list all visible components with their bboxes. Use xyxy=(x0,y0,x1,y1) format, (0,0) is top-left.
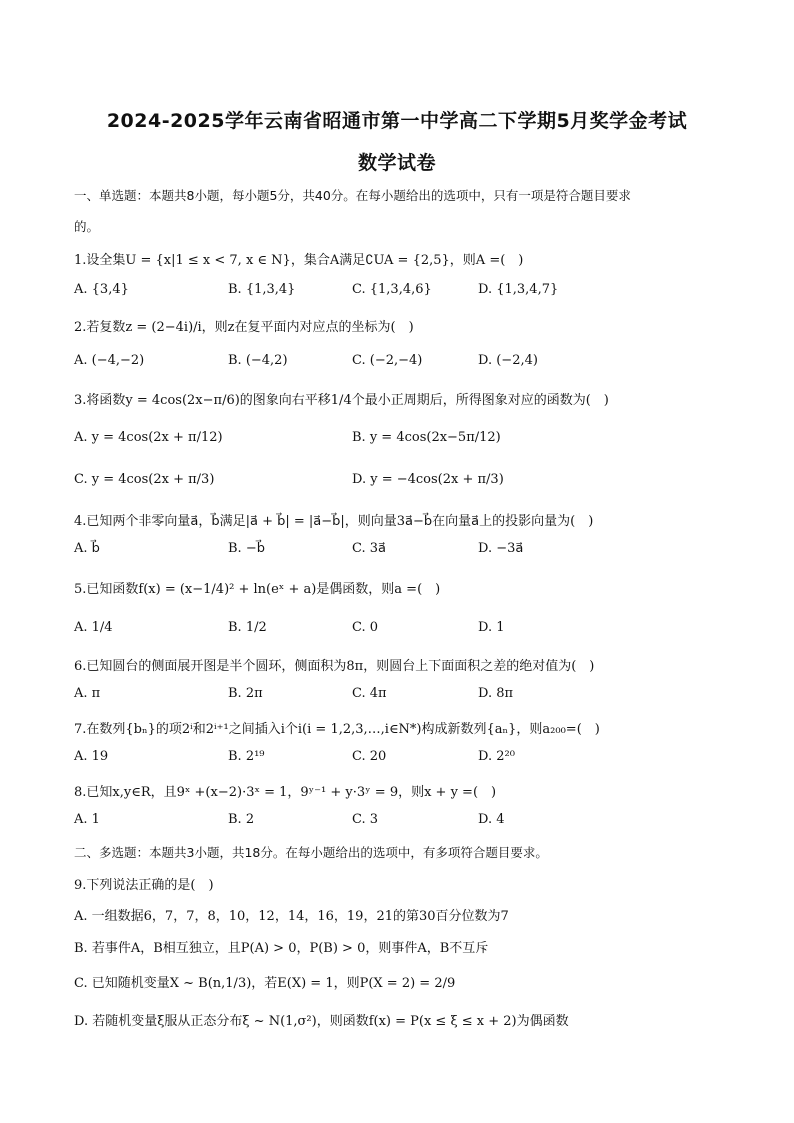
section-1-heading-cont: 的。 xyxy=(74,219,100,234)
question-1-option-a: A. {3,4} xyxy=(74,282,129,297)
question-5-option-d: D. 1 xyxy=(478,620,505,635)
question-7-option-d: D. 2²⁰ xyxy=(478,749,515,764)
question-2-option-d: D. (−2,4) xyxy=(478,353,538,368)
question-2-option-a: A. (−4,−2) xyxy=(74,353,145,368)
question-5-option-b: B. 1/2 xyxy=(228,620,267,635)
question-4-option-b: B. −b⃗ xyxy=(228,541,265,556)
question-1-option-b: B. {1,3,4} xyxy=(228,282,296,297)
question-8-option-c: C. 3 xyxy=(352,812,379,827)
question-9-option-b: B. 若事件A，B相互独立，且P(A) > 0，P(B) > 0，则事件A，B不互斥 xyxy=(74,941,489,956)
question-2-option-c: C. (−2,−4) xyxy=(352,353,423,368)
question-4-option-c: C. 3a⃗ xyxy=(352,541,386,556)
question-3-stem: 3.将函数y = 4cos(2x−π/6)的图象向右平移1/4个最小正周期后，所得图象对应的函数为( ) xyxy=(74,393,609,408)
exam-title-line2: 数学试卷 xyxy=(357,152,436,174)
question-4-option-a: A. b⃗ xyxy=(74,541,100,556)
section-2-heading: 二、多选题：本题共3小题，共18分。在每小题给出的选项中，有多项符合题目要求。 xyxy=(74,845,548,860)
exam-title-line1: 2024-2025学年云南省昭通市第一中学高二下学期5月奖学金考试 xyxy=(106,110,688,132)
question-8-option-a: A. 1 xyxy=(74,812,100,827)
question-1-option-d: D. {1,3,4,7} xyxy=(478,282,559,297)
question-3-option-c: C. y = 4cos(2x + π/3) xyxy=(74,472,215,487)
question-7-stem: 7.在数列{bₙ}的项2ⁱ和2ⁱ⁺¹之间插入i个i(i = 1,2,3,…,i∈N*)构成新数列{aₙ}，则a₂₀₀=( ) xyxy=(74,722,600,737)
question-8-option-b: B. 2 xyxy=(228,812,255,827)
question-7-option-c: C. 20 xyxy=(352,749,387,764)
question-4-option-d: D. −3a⃗ xyxy=(478,541,524,556)
question-8-option-d: D. 4 xyxy=(478,812,505,827)
question-9-option-d: D. 若随机变量ξ服从正态分布ξ ~ N(1,σ²)，则函数f(x) = P(x ≤ ξ ≤ x + 2)为偶函数 xyxy=(74,1014,569,1029)
question-3-option-b: B. y = 4cos(2x−5π/12) xyxy=(352,430,501,445)
question-1-option-c: C. {1,3,4,6} xyxy=(352,282,432,297)
question-6-option-c: C. 4π xyxy=(352,686,387,701)
question-1-stem: 1.设全集U = {x|1 ≤ x < 7, x ∈ N}，集合A满足∁UA = {2,5}，则A =( ) xyxy=(74,253,524,268)
question-6-option-b: B. 2π xyxy=(228,686,263,701)
question-9-option-c: C. 已知随机变量X ~ B(n,1/3)，若E(X) = 1，则P(X = 2) = 2/9 xyxy=(74,976,456,991)
question-6-stem: 6.已知圆台的侧面展开图是半个圆环，侧面积为8π，则圆台上下面面积之差的绝对值为( ) xyxy=(74,659,595,674)
question-9-option-a: A. 一组数据6，7，7，8，10，12，14，16，19，21的第30百分位数为7 xyxy=(74,909,509,924)
question-7-option-a: A. 19 xyxy=(74,749,109,764)
question-4-stem: 4.已知两个非零向量a⃗，b⃗满足|a⃗ + b⃗| = |a⃗−b⃗|，则向量3a⃗−b⃗在向量a⃗上的投影向量为( ) xyxy=(74,514,594,529)
question-6-option-a: A. π xyxy=(74,686,101,701)
question-2-option-b: B. (−4,2) xyxy=(228,353,288,368)
question-9-stem: 9.下列说法正确的是( ) xyxy=(74,878,214,893)
question-5-stem: 5.已知函数f(x) = (x−1/4)² + ln(eˣ + a)是偶函数，则a =( ) xyxy=(74,582,441,597)
question-2-stem: 2.若复数z = (2−4i)/i，则z在复平面内对应点的坐标为( ) xyxy=(74,320,414,335)
section-1-heading: 一、单选题：本题共8小题，每小题5分，共40分。在每小题给出的选项中，只有一项是符合题目要求 xyxy=(74,188,631,203)
question-7-option-b: B. 2¹⁹ xyxy=(228,749,265,764)
question-8-stem: 8.已知x,y∈R，且9ˣ +(x−2)·3ˣ = 1，9ʸ⁻¹ + y·3ʸ = 9，则x + y =( ) xyxy=(74,785,497,800)
question-5-option-a: A. 1/4 xyxy=(74,620,113,635)
question-5-option-c: C. 0 xyxy=(352,620,379,635)
question-3-option-d: D. y = −4cos(2x + π/3) xyxy=(352,472,504,487)
question-3-option-a: A. y = 4cos(2x + π/12) xyxy=(74,430,223,445)
question-6-option-d: D. 8π xyxy=(478,686,514,701)
